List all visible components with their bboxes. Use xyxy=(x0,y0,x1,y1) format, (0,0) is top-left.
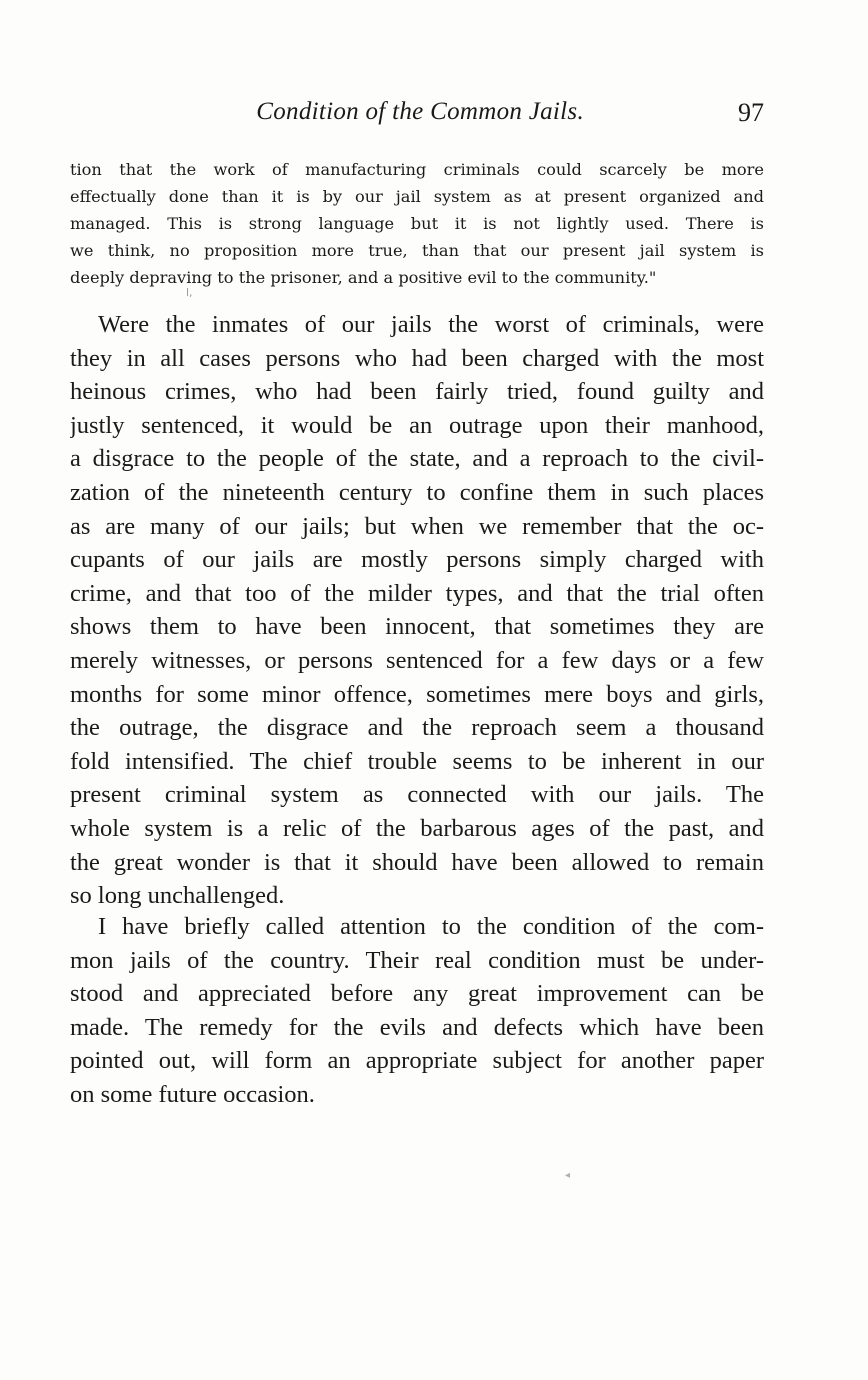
paragraph-line: I have briefly called attention to the condition of the com- xyxy=(98,913,764,940)
paragraph-line: Were the inmates of our jails the worst of criminals, were xyxy=(98,311,764,338)
paragraph-line: made. The remedy for the evils and defects which have been xyxy=(70,1013,764,1041)
page-number: 97 xyxy=(738,98,764,127)
body-paragraph-2 xyxy=(70,910,764,1112)
paragraph-line: merely witnesses, or persons sentenced for a few days or a few xyxy=(70,646,764,674)
paragraph-line: fold intensified. The chief trouble seems to be inherent in our xyxy=(70,747,764,775)
paragraph-line: a disgrace to the people of the state, and a reproach to the civil- xyxy=(70,445,764,473)
stray-ink-mark: l, xyxy=(186,286,193,299)
paragraph-line: as are many of our jails; but when we remember that the oc- xyxy=(70,512,764,540)
paragraph-line: they in all cases persons who had been charged with the most xyxy=(70,344,764,372)
quote-line: effectually done than it is by our jail system as at present organized and xyxy=(70,187,764,206)
paragraph-line: mon jails of the country. Their real condition must be under- xyxy=(70,946,764,974)
paragraph-line: stood and appreciated before any great improvement can be xyxy=(70,980,764,1008)
running-head xyxy=(70,98,764,132)
quote-line: managed. This is strong language but it is not lightly used. There is xyxy=(70,214,764,233)
quote-line: deeply depraving to the prisoner, and a positive evil to the community." xyxy=(70,268,657,287)
paragraph-line: pointed out, will form an appropriate subject for another paper xyxy=(70,1047,764,1075)
paragraph-line: shows them to have been innocent, that sometimes they are xyxy=(70,613,764,641)
quote-line: we think, no proposition more true, than that our present jail system is xyxy=(70,241,764,260)
paragraph-line: present criminal system as connected with our jails. The xyxy=(70,781,764,809)
paragraph-line: zation of the nineteenth century to confine them in such places xyxy=(70,478,764,506)
stray-ink-mark: ◂ xyxy=(565,1170,571,1181)
quote-line: tion that the work of manufacturing criminals could scarcely be more xyxy=(70,160,764,179)
paragraph-line: months for some minor offence, sometimes mere boys and girls, xyxy=(70,680,764,708)
paragraph-line: justly sentenced, it would be an outrage upon their manhood, xyxy=(70,411,764,439)
paragraph-line: crime, and that too of the milder types, and that the trial often xyxy=(70,579,764,607)
body-paragraph-1 xyxy=(70,308,764,913)
paragraph-line: whole system is a relic of the barbarous ages of the past, and xyxy=(70,814,764,842)
paragraph-line: the outrage, the disgrace and the reproach seem a thousand xyxy=(70,714,764,742)
paragraph-line: cupants of our jails are mostly persons simply charged with xyxy=(70,546,764,574)
quoted-passage xyxy=(70,156,764,291)
paragraph-line: the great wonder is that it should have been allowed to remain xyxy=(70,848,764,876)
paragraph-line: on some future occasion. xyxy=(70,1080,315,1108)
paragraph-line: heinous crimes, who had been fairly tried, found guilty and xyxy=(70,378,764,406)
paragraph-line: so long unchallenged. xyxy=(70,882,285,910)
running-title: Condition of the Common Jails. xyxy=(256,98,584,125)
